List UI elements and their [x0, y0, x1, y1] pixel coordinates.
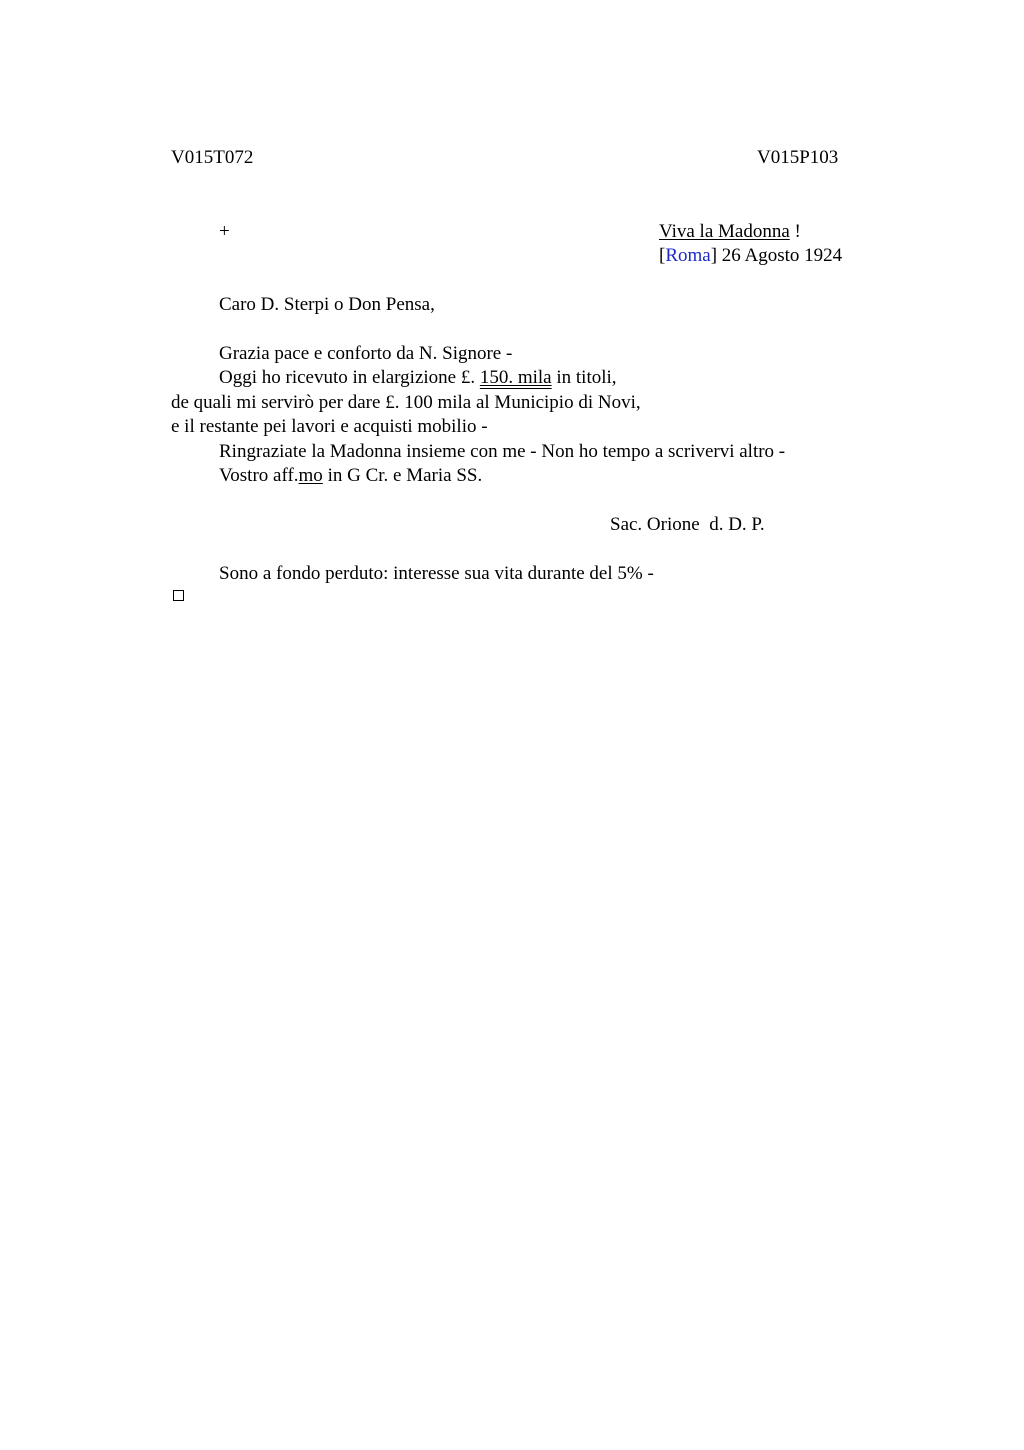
- closing-post: in G Cr. e Maria SS.: [322, 465, 483, 486]
- body-line-2-pre: Oggi ho ricevuto in elargizione £.: [219, 367, 480, 388]
- motto-text: Viva la Madonna: [659, 221, 790, 242]
- body-line-5: Ringraziate la Madonna insieme con me - Non ho tempo a scrivervi altro -: [219, 441, 786, 462]
- dateline-open-bracket: [: [659, 245, 666, 266]
- document-code-right: V015P103: [757, 147, 839, 168]
- motto-line: [659, 220, 801, 244]
- dateline-place: Roma: [665, 245, 711, 266]
- closing-pre: Vostro aff.: [219, 465, 299, 486]
- document-code-left: V015T072: [171, 147, 254, 168]
- dateline: [659, 244, 842, 268]
- closing-abbrev: mo: [298, 465, 323, 486]
- motto-suffix: !: [789, 221, 801, 242]
- end-marker-box: [173, 590, 184, 601]
- dateline-close-bracket: ]: [710, 245, 718, 266]
- salutation: Caro D. Sterpi o Don Pensa,: [219, 294, 435, 315]
- donation-amount: 150. mila: [479, 367, 552, 388]
- body-line-2: [219, 366, 617, 390]
- signature: Sac. Orione d. D. P.: [610, 514, 765, 535]
- closing-line: [219, 464, 482, 488]
- body-line-2-post: in titoli,: [551, 367, 617, 388]
- dateline-date: 26 Agosto 1924: [717, 245, 843, 266]
- body-line-4: e il restante pei lavori e acquisti mobilio -: [171, 416, 488, 437]
- body-line-1: Grazia pace e conforto da N. Signore -: [219, 343, 513, 364]
- postscript: Sono a fondo perduto: interesse sua vita durante del 5% -: [219, 563, 654, 584]
- cross-mark: +: [219, 221, 230, 242]
- body-line-3: de quali mi servirò per dare £. 100 mila al Municipio di Novi,: [171, 392, 641, 413]
